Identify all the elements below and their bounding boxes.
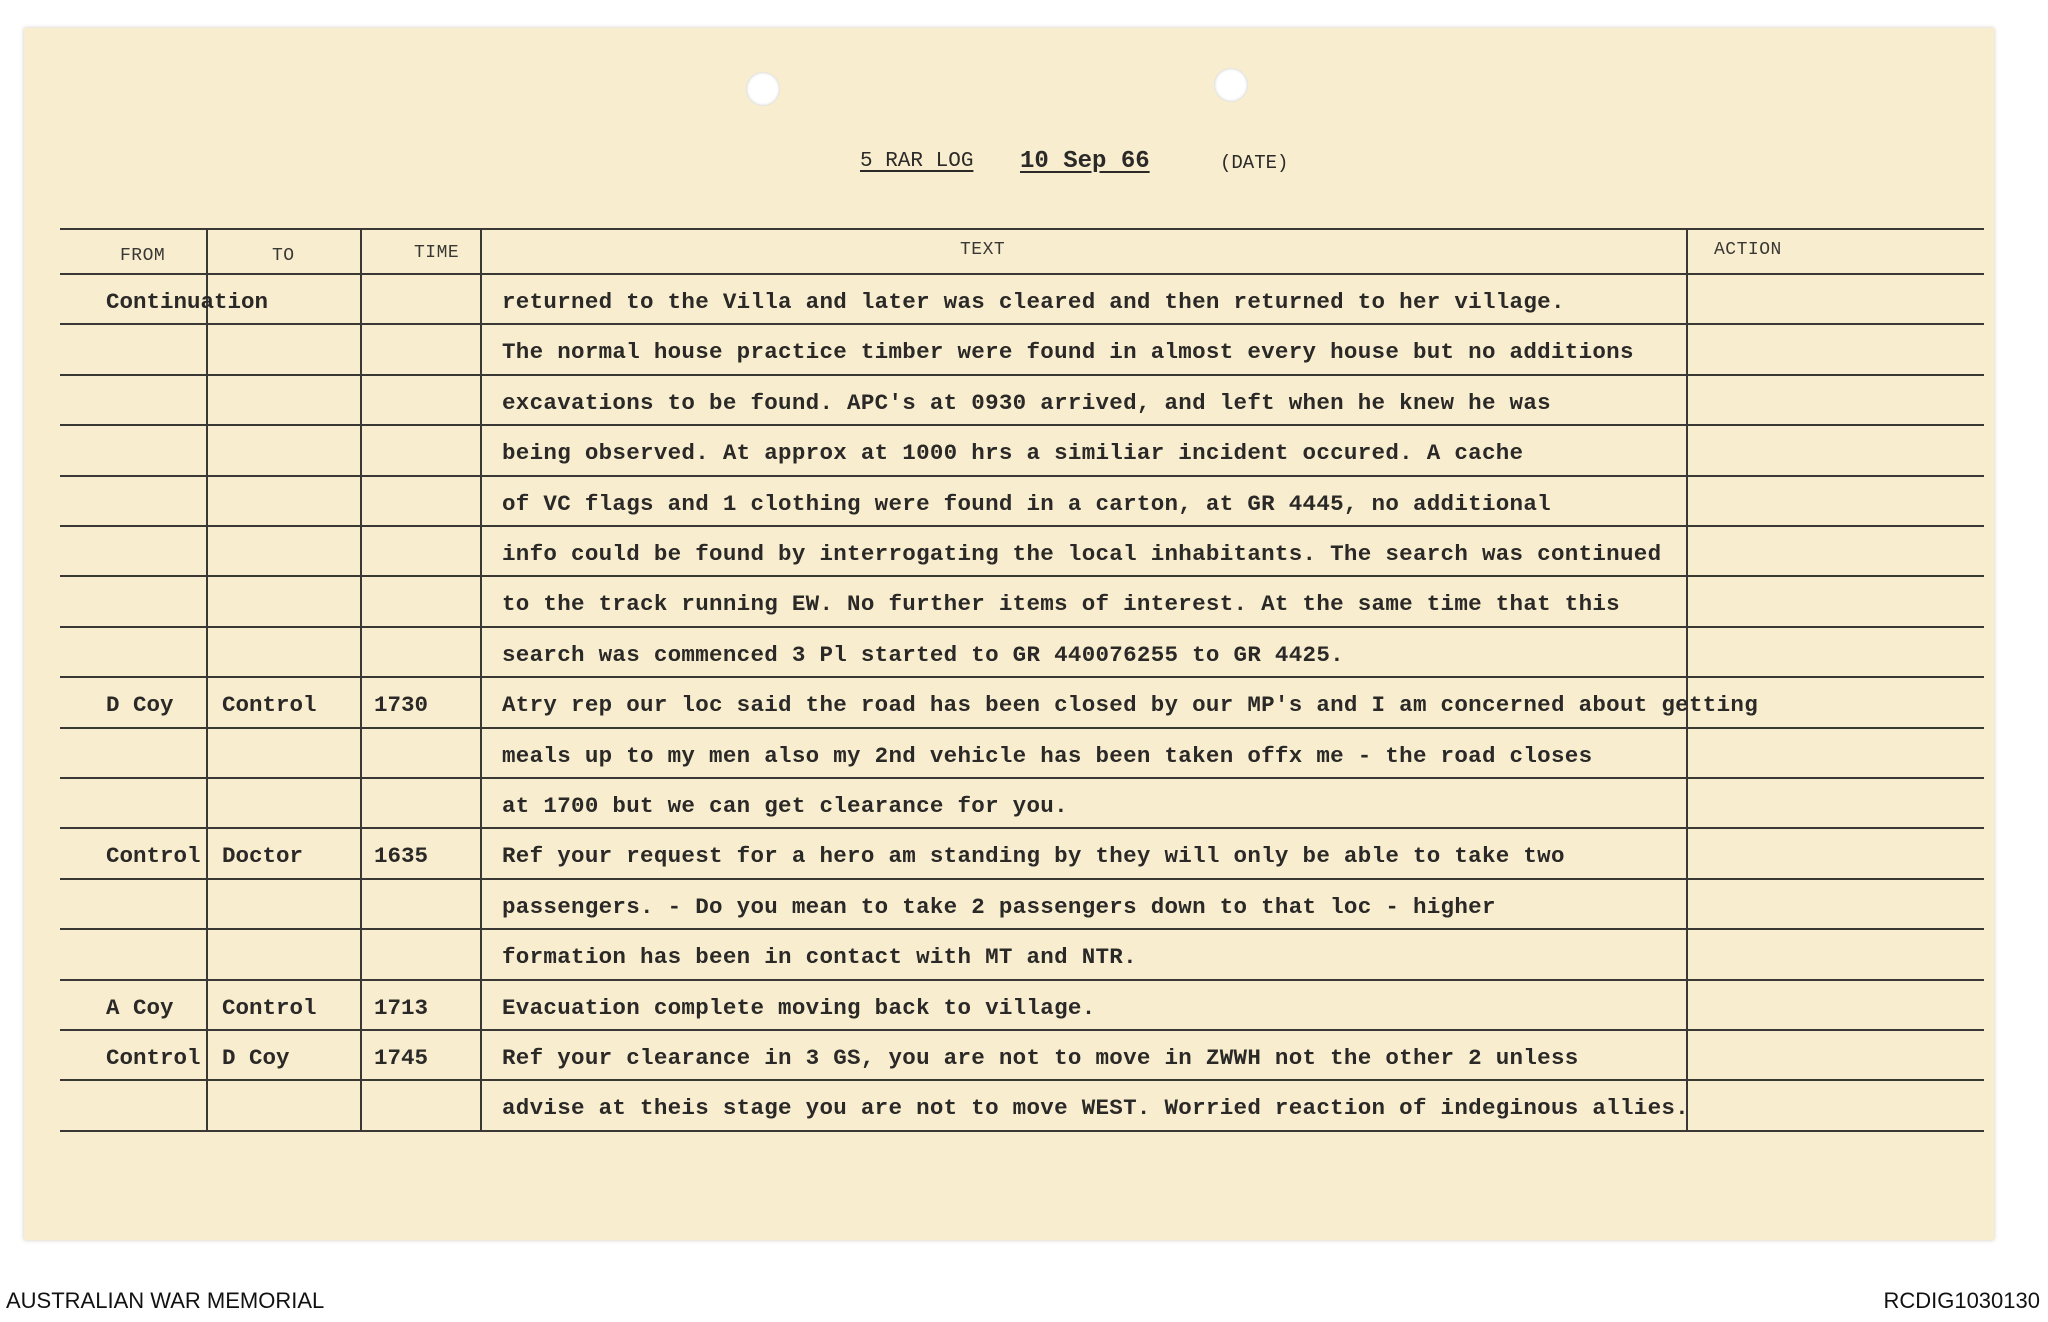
row-to: Control bbox=[222, 692, 317, 718]
punch-hole-left bbox=[746, 72, 780, 106]
row-text: Atry rep our loc said the road has been closed by our MP's and I am concerned about getting bbox=[502, 692, 1758, 718]
row-text: excavations to be found. APC's at 0930 arrived, and left when he knew he was bbox=[502, 390, 1551, 416]
row-text: Ref your request for a hero am standing by they will only be able to take two bbox=[502, 843, 1565, 869]
row-text: info could be found by interrogating the local inhabitants. The search was continued bbox=[502, 541, 1662, 567]
row-text: being observed. At approx at 1000 hrs a similiar incident occured. A cache bbox=[502, 440, 1524, 466]
row-rule bbox=[60, 827, 1984, 829]
column-head-text: TEXT bbox=[960, 240, 1006, 260]
row-time: 1730 bbox=[374, 692, 429, 718]
column-rule-text bbox=[480, 228, 482, 1130]
row-rule bbox=[60, 1079, 1984, 1081]
row-text: passengers. - Do you mean to take 2 passengers down to that loc - higher bbox=[502, 894, 1496, 920]
row-rule bbox=[60, 727, 1984, 729]
row-to: D Coy bbox=[222, 1045, 290, 1071]
row-from: Continuation bbox=[106, 289, 269, 315]
row-rule bbox=[60, 878, 1984, 880]
row-from: Control bbox=[106, 1045, 201, 1071]
row-text: advise at theis stage you are not to move WEST. Worried reaction of indeginous allies. bbox=[502, 1095, 1689, 1121]
row-text: Evacuation complete moving back to village. bbox=[502, 995, 1096, 1021]
column-rule-time bbox=[360, 228, 362, 1130]
column-head-action: ACTION bbox=[1714, 240, 1782, 260]
row-text: at 1700 but we can get clearance for you. bbox=[502, 793, 1068, 819]
row-rule bbox=[60, 525, 1984, 527]
punch-hole-right bbox=[1214, 68, 1248, 102]
row-rule bbox=[60, 424, 1984, 426]
row-rule bbox=[60, 626, 1984, 628]
row-text: search was commenced 3 Pl started to GR 440076255 to GR 4425. bbox=[502, 642, 1344, 668]
row-from: A Coy bbox=[106, 995, 174, 1021]
row-rule bbox=[60, 575, 1984, 577]
row-rule bbox=[60, 777, 1984, 779]
table-head-rule bbox=[60, 273, 1984, 275]
row-text: formation has been in contact with MT and NTR. bbox=[502, 944, 1137, 970]
row-rule bbox=[60, 979, 1984, 981]
row-from: Control bbox=[106, 843, 201, 869]
row-rule bbox=[60, 1029, 1984, 1031]
log-title: 5 RAR LOG bbox=[860, 150, 974, 173]
row-text: returned to the Villa and later was cleared and then returned to her village. bbox=[502, 289, 1565, 315]
row-rule bbox=[60, 374, 1984, 376]
column-head-from: FROM bbox=[120, 246, 166, 266]
column-rule-to bbox=[206, 228, 208, 1130]
row-rule bbox=[60, 676, 1984, 678]
row-rule bbox=[60, 1130, 1984, 1132]
row-to: Control bbox=[222, 995, 317, 1021]
row-to: Doctor bbox=[222, 843, 304, 869]
row-rule bbox=[60, 323, 1984, 325]
row-rule bbox=[60, 475, 1984, 477]
row-text: meals up to my men also my 2nd vehicle has been taken offx me - the road closes bbox=[502, 743, 1593, 769]
row-text: The normal house practice timber were found in almost every house but no additions bbox=[502, 339, 1634, 365]
row-text: of VC flags and 1 clothing were found in a carton, at GR 4445, no additional bbox=[502, 491, 1551, 517]
row-time: 1745 bbox=[374, 1045, 429, 1071]
row-text: Ref your clearance in 3 GS, you are not to move in ZWWH not the other 2 unless bbox=[502, 1045, 1579, 1071]
row-text: to the track running EW. No further items of interest. At the same time that this bbox=[502, 591, 1620, 617]
log-sheet bbox=[24, 28, 1994, 1240]
row-time: 1713 bbox=[374, 995, 429, 1021]
archive-reference: RCDIG1030130 bbox=[1883, 1288, 2040, 1313]
archive-credit: AUSTRALIAN WAR MEMORIAL bbox=[6, 1288, 325, 1313]
column-head-time: TIME bbox=[414, 243, 460, 263]
row-from: D Coy bbox=[106, 692, 174, 718]
table-top-rule bbox=[60, 228, 1984, 230]
column-rule-action bbox=[1686, 228, 1688, 1130]
row-rule bbox=[60, 928, 1984, 930]
column-head-to: TO bbox=[272, 246, 295, 266]
log-date-caption: (DATE) bbox=[1220, 152, 1289, 174]
log-date: 10 Sep 66 bbox=[1020, 148, 1150, 175]
row-time: 1635 bbox=[374, 843, 429, 869]
